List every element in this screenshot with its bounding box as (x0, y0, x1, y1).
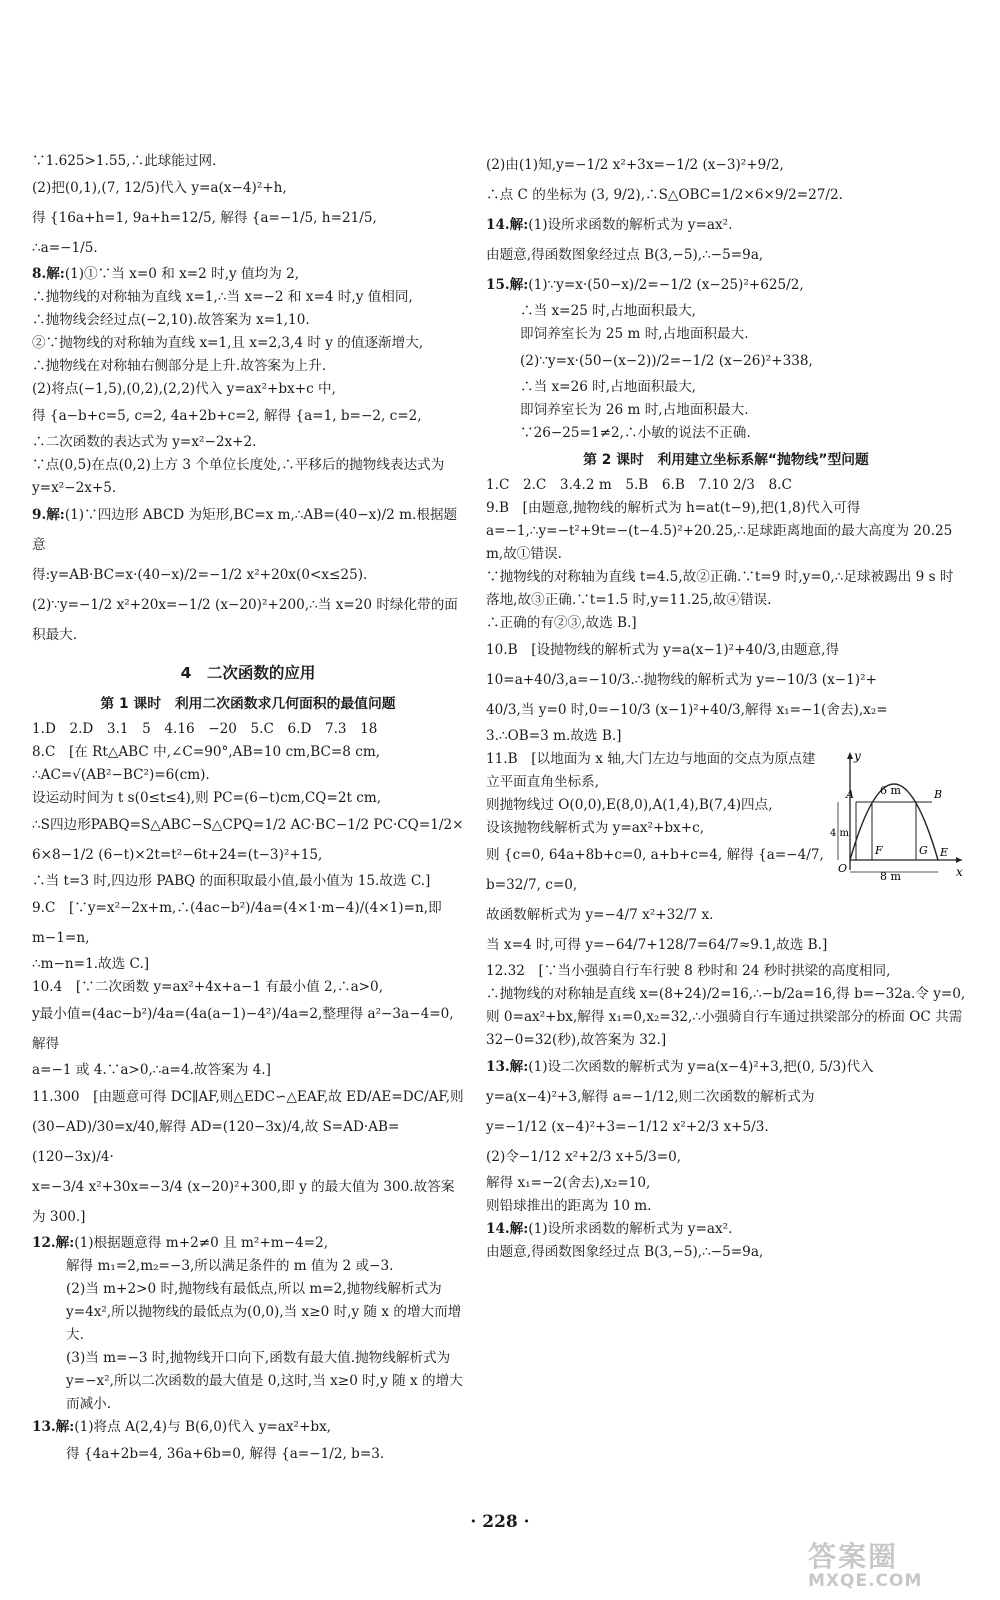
question-9 (32, 500, 464, 560)
text-line: ∴当 t=3 时,四边形 PABQ 的面积取最小值,最小值为 15.故选 C.] (32, 873, 431, 889)
text-line: 则抛物线过 O(0,0),E(8,0),A(1,4),B(7,4)四点, (486, 797, 773, 813)
text-line: ∴抛物线在对称轴右侧部分是上升.故答案为上升. (32, 358, 327, 374)
text-line: 10.4 [∵二次函数 y=ax²+4x+a−1 有最小值 2,∴a>0, (32, 979, 384, 995)
text-line: (30−AD)/30=x/40,解得 AD=(120−3x)/4,故 S=AD·AB=(120−3x)/4· (32, 1119, 400, 1165)
text-line: ∴a=−1/5. (32, 240, 98, 256)
text-line: ∴点 C 的坐标为 (3, 9/2),∴S△OBC=1/2×6×9/2=27/2. (486, 187, 843, 203)
question-label: 9.解: (32, 507, 65, 523)
text-line: (2)∵y=−1/2 x²+20x=−1/2 (x−20)²+200,∴当 x=20 时绿化带的面积最大. (32, 597, 458, 643)
text-line: ∴二次函数的表达式为 y=x²−2x+2. (32, 434, 257, 450)
section-title: 4 二次函数的应用 (180, 664, 316, 682)
text-line: 得 {4a+2b=4, 36a+6b=0, 解得 {a=−1/2, b=3. (66, 1446, 385, 1462)
text-line: (2)当 m+2>0 时,抛物线有最低点,所以 m=2,抛物线解析式为 y=4x²,所以抛物线的最低点为(0,0),当 x≥0 时,y 随 x 的增大而增大. (66, 1281, 462, 1343)
question-13 (32, 1416, 464, 1439)
text-line: ∴抛物线的对称轴是直线 x=(8+24)/2=16,∴−b/2a=16,得 b=−32a.令 y=0,则 0=ax²+bx,解得 x₁=0,x₂=32,∴小强骑自行车通过拱梁部分的桥面 OC 共需32−0=32(秒),故答案为 32.] (486, 986, 966, 1048)
question-8 (32, 263, 464, 286)
fig-label-g: G (919, 844, 928, 857)
text-line: ∵点(0,5)在点(0,2)上方 3 个单位长度处,∴平移后的抛物线表达式为 y=x²−2x+5. (32, 457, 445, 496)
text-line: 则铅球推出的距离为 10 m. (486, 1198, 652, 1214)
fig-label-b: B (934, 788, 943, 801)
fig-label-f: F (875, 844, 883, 857)
question-11-block (486, 748, 966, 960)
text-line: 40/3,当 y=0 时,0=−10/3 (x−1)²+40/3,解得 x₁=−1(舍去),x₂= (486, 702, 888, 718)
text-line: ∴正确的有②③,故选 B.] (486, 615, 637, 631)
text-line: (1)设所求函数的解析式为 y=ax². (528, 1221, 733, 1237)
fig-label-o: O (838, 862, 848, 875)
text-line: 即饲养室长为 26 m 时,占地面积最大. (520, 402, 749, 418)
text-line: (1)∵y=x·(50−x)/2=−1/2 (x−25)²+625/2, (528, 277, 804, 293)
fig-label-top-width: 6 m (880, 784, 901, 797)
text-line: 11.B [以地面为 x 轴,大门左边与地面的交点为原点建立平面直角坐标系, (486, 751, 816, 790)
text-line: y最小值=(4ac−b²)/4a=(4a(a−1)−4²)/4a=2,整理得 a²−3a−4=0,解得 (32, 1006, 454, 1052)
text-line: 9.B [由题意,抛物线的解析式为 h=at(t−9),把(1,8)代入可得 a=−1,∴y=−t²+9t=−(t−4.5)²+20.25,∴足球距离地面的最大高度为 20.25 m,故①错误. (486, 500, 953, 562)
text-line: 解得 x₁=−2(舍去),x₂=10, (486, 1175, 651, 1191)
text-line: (3)当 m=−3 时,抛物线开口向下,函数有最大值.抛物线解析式为 y=−x²,所以二次函数的最大值是 0,这时,当 x≥0 时,y 随 x 的增大而减小. (66, 1350, 463, 1412)
text-line: 1.D 2.D 3.1 5 4.16 −20 5.C 6.D 7.3 18 (32, 721, 378, 737)
lesson-title: 第 1 课时 利用二次函数求几何面积的最值问题 (100, 696, 396, 712)
text-line: 解得 m₁=2,m₂=−3,所以满足条件的 m 值为 2 或−3. (66, 1258, 394, 1274)
text-line: (1)将点 A(2,4)与 B(6,0)代入 y=ax²+bx, (74, 1419, 332, 1435)
text-line: (2)把(0,1),(7, 12/5)代入 y=a(x−4)²+h, (32, 180, 287, 196)
text-line: 由题意,得函数图象经过点 B(3,−5),∴−5=9a, (486, 1244, 764, 1260)
text-line: 即饲养室长为 25 m 时,占地面积最大. (520, 326, 749, 342)
question-label: 13.解: (32, 1419, 75, 1435)
left-column (32, 150, 464, 1469)
text-line: 则 {c=0, 64a+8b+c=0, a+b+c=4, 解得 {a=−4/7, b=32/7, c=0, (486, 847, 824, 893)
text-line: (2)令−1/12 x²+2/3 x+5/3=0, (486, 1149, 682, 1165)
question-label: 8.解: (32, 266, 65, 282)
text-line: 得 {16a+h=1, 9a+h=12/5, 解得 {a=−1/5, h=21/5, (32, 210, 377, 226)
text-line: (2)由(1)知,y=−1/2 x²+3x=−1/2 (x−3)²+9/2, (486, 157, 784, 173)
lesson-title: 第 2 课时 利用建立坐标系解“抛物线”型问题 (583, 452, 869, 468)
question-12 (32, 1232, 464, 1255)
watermark-sub: MXQE.COM (808, 1571, 923, 1591)
text-line: 10.B [设抛物线的解析式为 y=a(x−1)²+40/3,由题意,得 (486, 642, 840, 658)
question-14 (486, 210, 966, 240)
page-number: · 228 · (470, 1512, 530, 1532)
text-line: 6×8−1/2 (6−t)×2t=t²−6t+24=(t−3)²+15, (32, 847, 323, 863)
question-14-right (486, 1218, 966, 1241)
x-axis-arrow (956, 857, 962, 863)
text-line: 1.C 2.C 3.4.2 m 5.B 6.B 7.10 2/3 8.C (486, 477, 792, 493)
text-line: (2)将点(−1,5),(0,2),(2,2)代入 y=ax²+bx+c 中, (32, 381, 336, 397)
text-line: 故函数解析式为 y=−4/7 x²+32/7 x. (486, 907, 714, 923)
right-column (486, 150, 966, 1264)
question-label: 14.解: (486, 217, 529, 233)
text-line: 9.C [∵y=x²−2x+m,∴(4ac−b²)/4a=(4×1·m−4)/(4×1)=n,即 m−1=n, (32, 900, 442, 946)
text-line: ∴抛物线会经过点(−2,10).故答案为 x=1,10. (32, 312, 310, 328)
text-line: (1)设二次函数的解析式为 y=a(x−4)²+3,把(0, 5/3)代入 (528, 1059, 874, 1075)
text-line: ∴抛物线的对称轴为直线 x=1,∴当 x=−2 和 x=4 时,y 值相同, (32, 289, 413, 305)
text-line: ∵抛物线的对称轴为直线 t=4.5,故②正确.∵t=9 时,y=0,∴足球被踢出 9 s 时落地,故③正确.∵t=1.5 时,y=11.25,故④错误. (486, 569, 954, 608)
text-line: ∵1.625>1.55,∴此球能过网. (32, 153, 217, 169)
text-line: ∴m−n=1.故选 C.] (32, 956, 150, 972)
text-line: y=a(x−4)²+3,解得 a=−1/12,则二次函数的解析式为 (486, 1089, 815, 1105)
text-line: x=−3/4 x²+30x=−3/4 (x−20)²+300,即 y 的最大值为 300.故答案为 300.] (32, 1179, 455, 1225)
text-line: (1)设所求函数的解析式为 y=ax². (528, 217, 733, 233)
text-line: 10=a+40/3,a=−10/3.∴抛物线的解析式为 y=−10/3 (x−1)²+ (486, 672, 877, 688)
text-line: y=−1/12 (x−4)²+3=−1/12 x²+2/3 x+5/3. (486, 1119, 769, 1135)
fig-label-x: x (956, 865, 963, 879)
text-line: ∴当 x=25 时,占地面积最大, (520, 303, 696, 319)
text-line: 当 x=4 时,可得 y=−64/7+128/7=64/7≈9.1,故选 B.] (486, 937, 828, 953)
question-label: 15.解: (486, 277, 529, 293)
question-label: 12.解: (32, 1235, 75, 1251)
text-line: 得:y=AB·BC=x·(40−x)/2=−1/2 x²+20x(0<x≤25). (32, 567, 368, 583)
text-line: (2)∵y=x·(50−(x−2))/2=−1/2 (x−26)²+338, (520, 353, 813, 369)
text-line: 12.32 [∵当小强骑自行车行驶 8 秒时和 24 秒时拱梁的高度相同, (486, 963, 891, 979)
text-line: ∴S四边形PABQ=S△ABC−S△CPQ=1/2 AC·BC−1/2 PC·CQ=1/2× (32, 817, 464, 833)
question-label: 14.解: (486, 1221, 529, 1237)
text-line: (1)∵四边形 ABCD 为矩形,BC=x m,∴AB=(40−x)/2 m.根据题意 (32, 507, 458, 553)
text-line: 设该抛物线解析式为 y=ax²+bx+c, (486, 820, 705, 836)
parabola-gate-figure (830, 748, 966, 883)
y-axis-arrow (847, 752, 853, 759)
text-line: ∴当 x=26 时,占地面积最大, (520, 379, 696, 395)
text-line: 11.300 [由题意可得 DC∥AF,则△EDC∽△EAF,故 ED/AE=DC/AF,则 (32, 1089, 464, 1105)
fig-label-a: A (846, 788, 854, 801)
text-line: ∵26−25=1≠2,∴小敏的说法不正确. (520, 425, 751, 441)
fig-label-height: 4 m (830, 828, 850, 839)
watermark-main: 答案圈 (808, 1540, 899, 1573)
text-line: (1)①∵当 x=0 和 x=2 时,y 值均为 2, (64, 266, 300, 282)
fig-label-y: y (854, 749, 861, 763)
text-line: 由题意,得函数图象经过点 B(3,−5),∴−5=9a, (486, 247, 764, 263)
text-line: ∴AC=√(AB²−BC²)=6(cm). (32, 767, 210, 783)
fig-label-e: E (940, 846, 949, 859)
fig-label-bottom-width: 8 m (880, 870, 901, 883)
text-line: (1)根据题意得 m+2≠0 且 m²+m−4=2, (74, 1235, 329, 1251)
text-line: 得 {a−b+c=5, c=2, 4a+2b+c=2, 解得 {a=1, b=−2, c=2, (32, 408, 422, 424)
text-line: a=−1 或 4.∵a>0,∴a=4.故答案为 4.] (32, 1062, 271, 1078)
watermark-logo (808, 1535, 978, 1593)
question-13-right (486, 1052, 966, 1082)
question-label: 13.解: (486, 1059, 529, 1075)
text-line: 3.∴OB=3 m.故选 B.] (486, 728, 622, 744)
text-line: ②∵抛物线的对称轴为直线 x=1,且 x=2,3,4 时 y 的值逐渐增大, (32, 335, 424, 351)
question-15 (486, 270, 966, 300)
text-line: 8.C [在 Rt△ABC 中,∠C=90°,AB=10 cm,BC=8 cm, (32, 744, 381, 760)
text-line: 设运动时间为 t s(0≤t≤4),则 PC=(6−t)cm,CQ=2t cm, (32, 790, 382, 806)
